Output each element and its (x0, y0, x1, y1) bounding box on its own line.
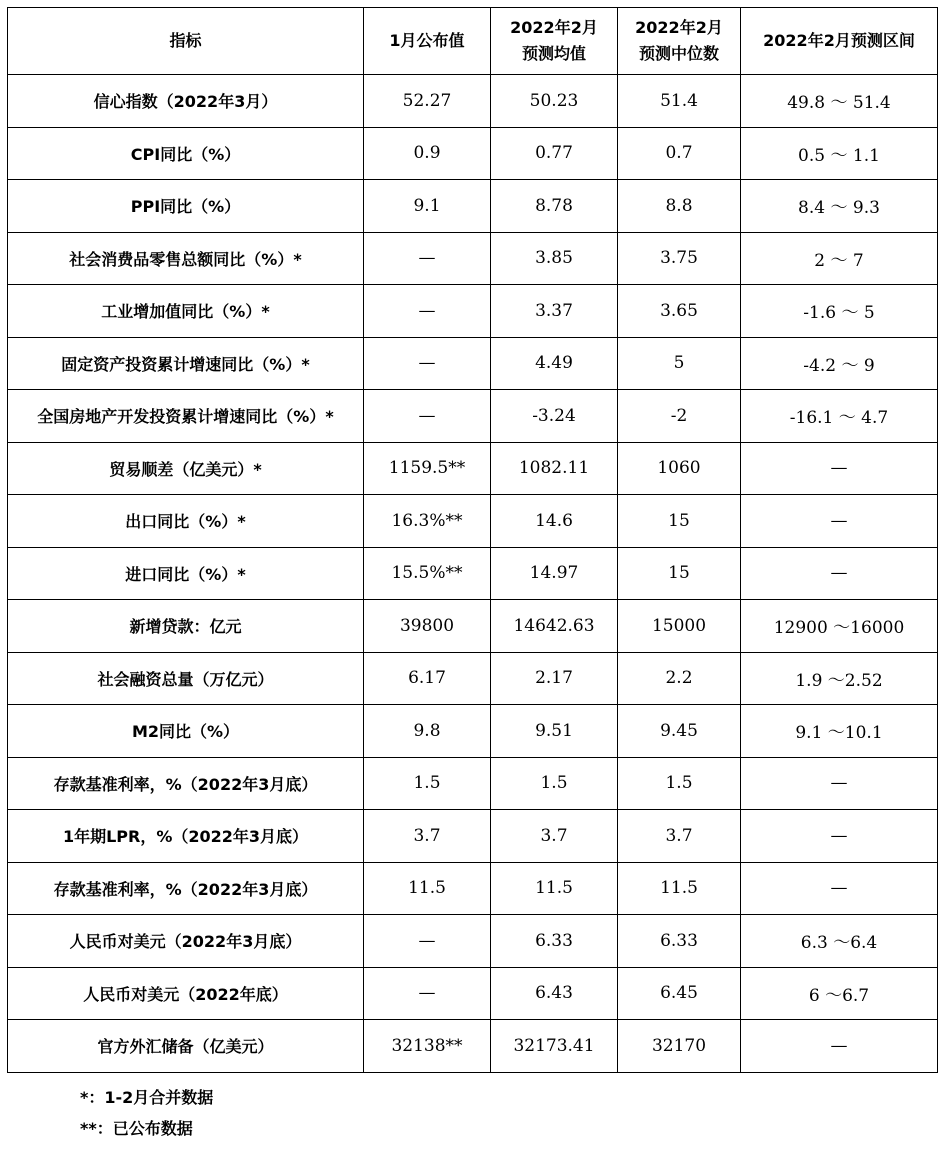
jan-published-cell: 6.17 (364, 652, 491, 705)
table-row (8, 285, 938, 338)
feb-median-cell: 9.45 (618, 705, 741, 758)
feb-range-cell: 12900 ～16000 (741, 600, 938, 653)
indicator-cell: 全国房地产开发投资累计增速同比（%）* (8, 390, 364, 443)
feb-mean-cell: 6.33 (491, 915, 618, 968)
feb-range-cell: 9.1 ～10.1 (741, 705, 938, 758)
feb-mean-cell: 14642.63 (491, 600, 618, 653)
jan-published-cell: 1.5 (364, 757, 491, 810)
indicator-cell: 进口同比（%）* (8, 547, 364, 600)
feb-mean-cell: 14.97 (491, 547, 618, 600)
feb-mean-cell: 2.17 (491, 652, 618, 705)
feb-range-cell: 1.9 ～2.52 (741, 652, 938, 705)
feb-mean-cell: 14.6 (491, 495, 618, 548)
table-row (8, 547, 938, 600)
feb-range-cell: -4.2 ～ 9 (741, 337, 938, 390)
header-feb-range: 2022年2月预测区间 (741, 8, 938, 75)
indicator-cell: 人民币对美元（2022年底） (8, 967, 364, 1020)
feb-median-cell: 51.4 (618, 75, 741, 128)
feb-median-cell: 1060 (618, 442, 741, 495)
feb-range-cell: — (741, 442, 938, 495)
feb-median-cell: 3.7 (618, 810, 741, 863)
jan-published-cell: — (364, 285, 491, 338)
indicator-cell: 1年期LPR，%（2022年3月底） (8, 810, 364, 863)
feb-mean-cell: 3.85 (491, 232, 618, 285)
feb-median-cell: 11.5 (618, 862, 741, 915)
table-row (8, 495, 938, 548)
feb-range-cell: 6.3 ～6.4 (741, 915, 938, 968)
feb-median-cell: 6.33 (618, 915, 741, 968)
jan-published-cell: 1159.5** (364, 442, 491, 495)
feb-median-cell: 5 (618, 337, 741, 390)
table-row (8, 810, 938, 863)
indicator-cell: M2同比（%） (8, 705, 364, 758)
feb-median-cell: 3.65 (618, 285, 741, 338)
feb-range-cell: 49.8 ～ 51.4 (741, 75, 938, 128)
feb-mean-cell: 32173.41 (491, 1020, 618, 1073)
jan-published-cell: 9.8 (364, 705, 491, 758)
feb-mean-cell: 11.5 (491, 862, 618, 915)
feb-median-cell: 0.7 (618, 127, 741, 180)
feb-median-cell: 6.45 (618, 967, 741, 1020)
feb-mean-cell: 6.43 (491, 967, 618, 1020)
indicator-cell: 社会消费品零售总额同比（%）* (8, 232, 364, 285)
footnote-merged-data: *：1-2月合并数据 (80, 1088, 214, 1107)
table-row (8, 75, 938, 128)
feb-mean-cell: 4.49 (491, 337, 618, 390)
feb-median-cell: 32170 (618, 1020, 741, 1073)
table-row (8, 232, 938, 285)
feb-mean-cell: -3.24 (491, 390, 618, 443)
jan-published-cell: 52.27 (364, 75, 491, 128)
indicator-cell: PPI同比（%） (8, 180, 364, 233)
header-jan-published: 1月公布值 (364, 8, 491, 75)
feb-mean-cell: 3.7 (491, 810, 618, 863)
feb-range-cell: -1.6 ～ 5 (741, 285, 938, 338)
feb-mean-cell: 9.51 (491, 705, 618, 758)
indicator-cell: 贸易顺差（亿美元）* (8, 442, 364, 495)
feb-range-cell: — (741, 757, 938, 810)
feb-mean-cell: 8.78 (491, 180, 618, 233)
feb-median-cell: 1.5 (618, 757, 741, 810)
feb-mean-cell: 1.5 (491, 757, 618, 810)
indicator-cell: 新增贷款：亿元 (8, 600, 364, 653)
table-row (8, 337, 938, 390)
table-row (8, 652, 938, 705)
indicator-cell: 社会融资总量（万亿元） (8, 652, 364, 705)
feb-mean-cell: 3.37 (491, 285, 618, 338)
jan-published-cell: — (364, 337, 491, 390)
jan-published-cell: 16.3%** (364, 495, 491, 548)
indicator-cell: 存款基准利率，%（2022年3月底） (8, 862, 364, 915)
feb-range-cell: -16.1 ～ 4.7 (741, 390, 938, 443)
feb-range-cell: 0.5 ～ 1.1 (741, 127, 938, 180)
feb-mean-cell: 0.77 (491, 127, 618, 180)
table-row (8, 442, 938, 495)
indicator-cell: 存款基准利率，%（2022年3月底） (8, 757, 364, 810)
feb-median-cell: -2 (618, 390, 741, 443)
table-row (8, 390, 938, 443)
footnote-published-data: **：已公布数据 (80, 1119, 193, 1138)
feb-range-cell: — (741, 547, 938, 600)
table-row (8, 862, 938, 915)
feb-mean-cell: 1082.11 (491, 442, 618, 495)
feb-range-cell: 8.4 ～ 9.3 (741, 180, 938, 233)
table-header-row (8, 8, 938, 75)
header-feb-median: 2022年2月 预测中位数 (618, 8, 741, 75)
header-indicator: 指标 (8, 8, 364, 75)
jan-published-cell: 9.1 (364, 180, 491, 233)
footnotes (80, 1084, 213, 1146)
header-feb-mean: 2022年2月 预测均值 (491, 8, 618, 75)
table-row (8, 705, 938, 758)
jan-published-cell: — (364, 390, 491, 443)
jan-published-cell: 11.5 (364, 862, 491, 915)
indicator-cell: 信心指数（2022年3月） (8, 75, 364, 128)
forecast-table (7, 7, 938, 1073)
indicator-cell: 官方外汇储备（亿美元） (8, 1020, 364, 1073)
feb-median-cell: 15 (618, 547, 741, 600)
feb-range-cell: — (741, 495, 938, 548)
table-row (8, 600, 938, 653)
feb-range-cell: — (741, 810, 938, 863)
indicator-cell: 工业增加值同比（%）* (8, 285, 364, 338)
jan-published-cell: 15.5%** (364, 547, 491, 600)
table-row (8, 127, 938, 180)
feb-median-cell: 2.2 (618, 652, 741, 705)
feb-mean-cell: 50.23 (491, 75, 618, 128)
feb-range-cell: 2 ～ 7 (741, 232, 938, 285)
jan-published-cell: — (364, 915, 491, 968)
feb-median-cell: 15 (618, 495, 741, 548)
feb-range-cell: — (741, 1020, 938, 1073)
feb-range-cell: 6 ～6.7 (741, 967, 938, 1020)
table-row (8, 757, 938, 810)
indicator-cell: 人民币对美元（2022年3月底） (8, 915, 364, 968)
jan-published-cell: 0.9 (364, 127, 491, 180)
indicator-cell: 固定资产投资累计增速同比（%）* (8, 337, 364, 390)
feb-median-cell: 15000 (618, 600, 741, 653)
indicator-cell: 出口同比（%）* (8, 495, 364, 548)
feb-median-cell: 8.8 (618, 180, 741, 233)
jan-published-cell: — (364, 967, 491, 1020)
jan-published-cell: — (364, 232, 491, 285)
table-row (8, 1020, 938, 1073)
table-row (8, 180, 938, 233)
table-row (8, 915, 938, 968)
indicator-cell: CPI同比（%） (8, 127, 364, 180)
jan-published-cell: 39800 (364, 600, 491, 653)
feb-range-cell: — (741, 862, 938, 915)
jan-published-cell: 32138** (364, 1020, 491, 1073)
feb-median-cell: 3.75 (618, 232, 741, 285)
jan-published-cell: 3.7 (364, 810, 491, 863)
table-row (8, 967, 938, 1020)
